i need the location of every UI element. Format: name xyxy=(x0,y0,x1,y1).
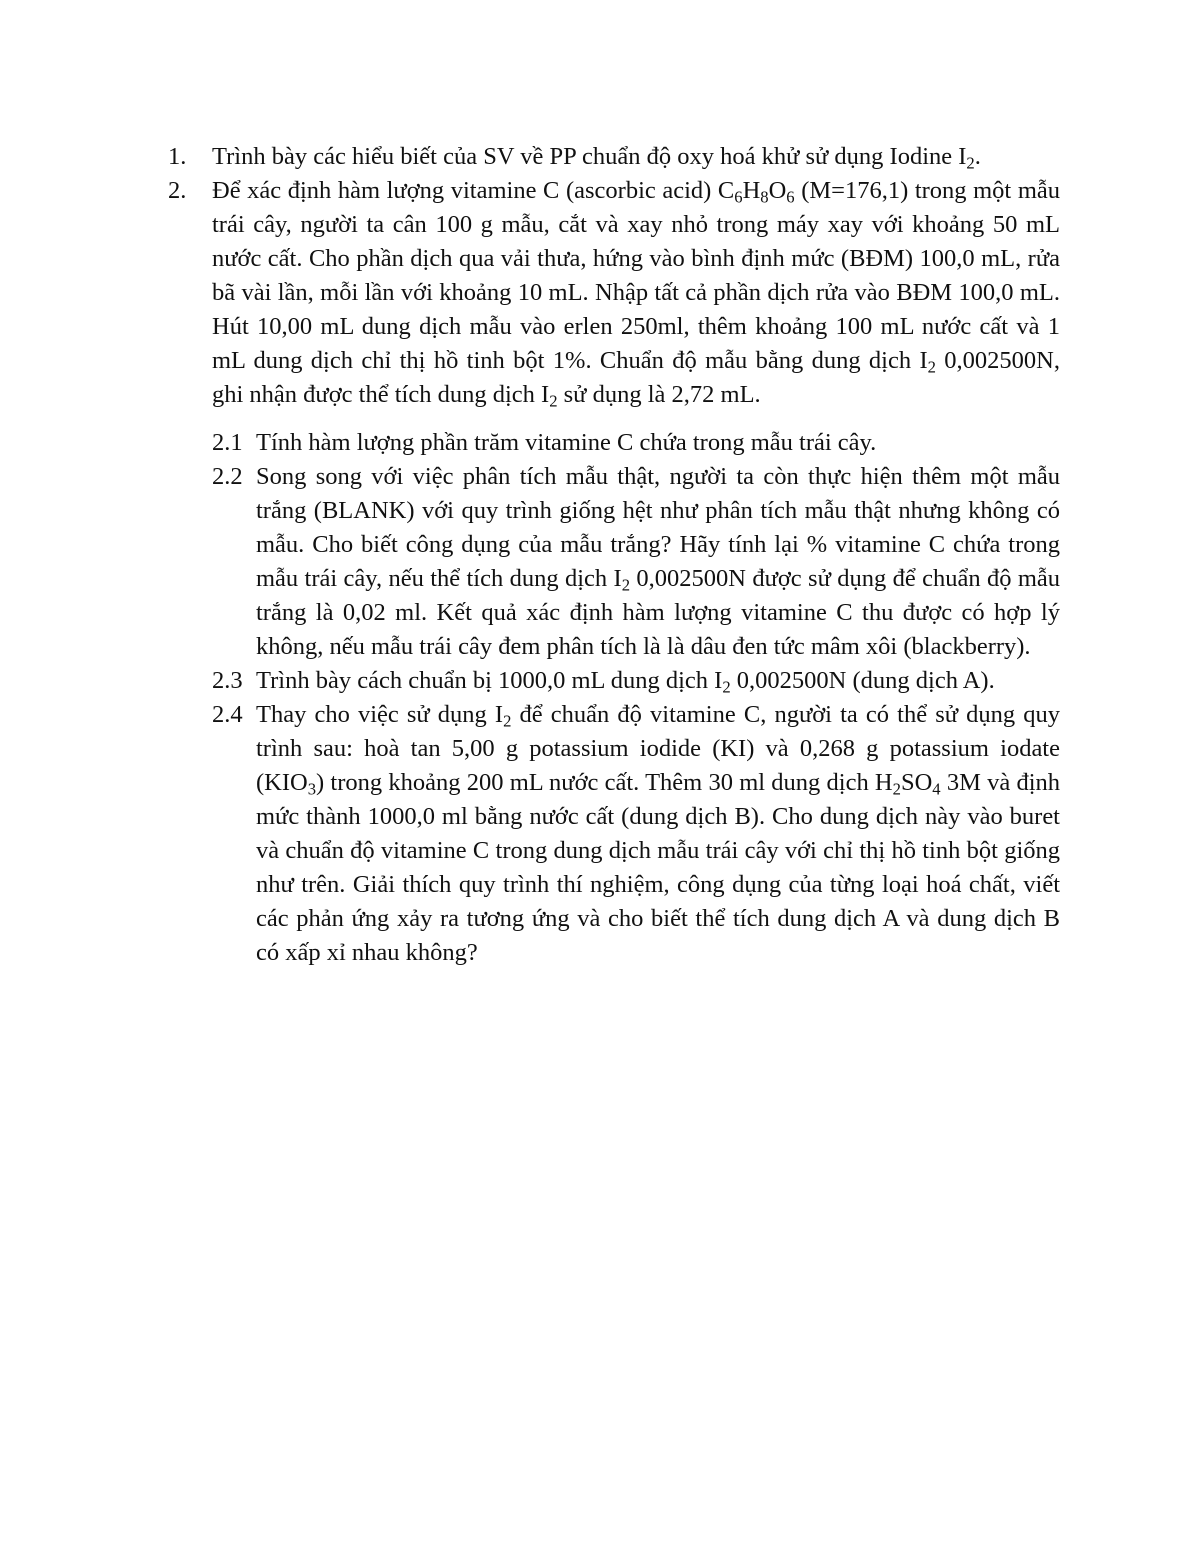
subquestion-text: 0,002500N (dung dịch A). xyxy=(730,667,995,694)
subscript: 2 xyxy=(722,677,731,697)
subscript: 4 xyxy=(932,779,941,799)
question-text: 0,002500N, ghi nhận được thể tích dung dịch I xyxy=(212,347,1060,408)
subquestion-text: 3M và định mức thành 1000,0 ml bằng nước cất (dung dịch B). Cho dung dịch này vào buret và chuẩn độ vitamine C trong dung dịch mẫu trái cây với chỉ thị hồ tinh bột giống như trên. Giải thích quy trình thí nghiệm, công dụng của từng loại hoá chất, viết các phản ứng xảy ra tương ứng và cho biết thể tích dung dịch A và dung dịch B có xấp xỉ nhau không? xyxy=(256,769,1061,966)
subquestion-2-3 xyxy=(212,664,1060,698)
question-text: (M=176,1) trong một mẫu trái cây, người ta cân 100 g mẫu, cắt và xay nhỏ trong máy xay với khoảng 50 mL nước cất. Cho phần dịch qua vải thưa, hứng vào bình định mức (BĐM) 100,0 mL, rửa bã vài lần, mỗi lần với khoảng 10 mL. Nhập tất cả phần dịch rửa vào BĐM 100,0 mL. Hút 10,00 mL dung dịch mẫu vào erlen 250ml, thêm khoảng 100 mL nước cất và 1 mL dung dịch chỉ thị hồ tinh bột 1%. Chuẩn độ mẫu bằng dung dịch I xyxy=(212,177,1061,374)
question-number: 2. xyxy=(168,177,187,204)
subscript: 2 xyxy=(621,575,631,595)
subscript: 3 xyxy=(307,779,317,799)
subscript: 6 xyxy=(786,187,795,207)
subquestion-2-4 xyxy=(212,698,1060,970)
question-2 xyxy=(168,174,1060,412)
subquestion-list xyxy=(168,426,1060,970)
question-text: Để xác định hàm lượng vitamine C (ascorbic acid) C xyxy=(212,177,735,204)
subquestion-text: Song song với việc phân tích mẫu thật, người ta còn thực hiện thêm một mẫu trắng (BLANK) với quy trình giống hệt như phân tích mẫu thật nhưng không có mẫu. Cho biết công dụng của mẫu trắng? Hãy tính lại % vitamine C chứa trong mẫu trái cây, nếu thể tích dung dịch I xyxy=(256,463,1060,592)
question-text: Trình bày các hiểu biết của SV về PP chuẩn độ oxy hoá khử sử dụng Iodine I xyxy=(212,143,967,170)
subquestion-text: Thay cho việc sử dụng I xyxy=(256,701,504,728)
question-text: O xyxy=(768,177,787,204)
subquestion-text: SO xyxy=(900,769,933,796)
subquestion-text: Tính hàm lượng phần trăm vitamine C chứa trong mẫu trái cây. xyxy=(256,429,877,456)
subscript: 2 xyxy=(549,391,558,411)
subquestion-number: 2.4 xyxy=(212,701,243,728)
subscript: 2 xyxy=(503,711,512,731)
question-text: sử dụng là 2,72 mL. xyxy=(557,381,761,408)
subscript: 6 xyxy=(734,187,743,207)
subquestion-text: 0,002500N được sử dụng để chuẩn độ mẫu trắng là 0,02 ml. Kết quả xác định hàm lượng vitamine C thu được có hợp lý không, nếu mẫu trái cây đem phân tích là là dâu đen tức mâm xôi (blackberry). xyxy=(256,565,1060,660)
exam-questions xyxy=(168,140,1060,970)
subscript: 8 xyxy=(760,187,769,207)
subscript: 2 xyxy=(892,779,901,799)
subquestion-2-2 xyxy=(212,460,1060,664)
subquestion-number: 2.1 xyxy=(212,429,243,456)
subquestion-text: Trình bày cách chuẩn bị 1000,0 mL dung dịch I xyxy=(256,667,723,694)
question-number: 1. xyxy=(168,143,187,170)
question-text: . xyxy=(974,143,981,170)
subquestion-2-1 xyxy=(212,426,1060,460)
subquestion-number: 2.3 xyxy=(212,667,243,694)
question-1 xyxy=(168,140,1060,174)
subquestion-text: ) trong khoảng 200 mL nước cất. Thêm 30 ml dung dịch H xyxy=(316,769,893,796)
subquestion-text: để chuẩn độ vitamine C, người ta có thể sử dụng quy trình sau: hoà tan 5,00 g potassium iodide (KI) và 0,268 g potassium iodate (KIO xyxy=(256,701,1060,796)
subquestion-number: 2.2 xyxy=(212,463,243,490)
question-text: H xyxy=(742,177,761,204)
subscript: 2 xyxy=(966,153,975,173)
subscript: 2 xyxy=(927,357,936,377)
